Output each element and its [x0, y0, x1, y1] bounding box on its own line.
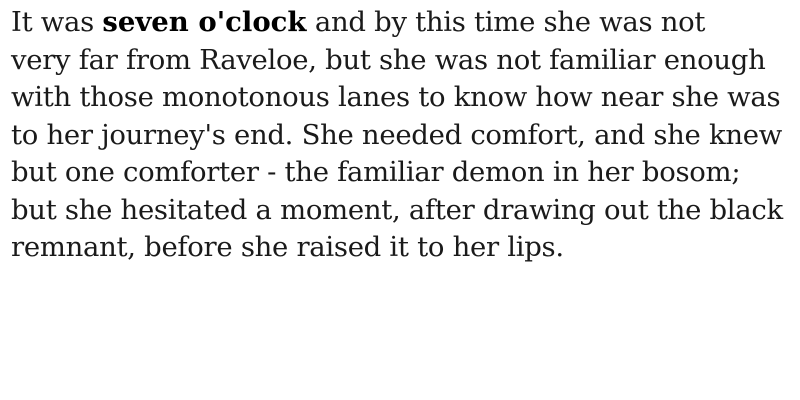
emphasis-time: seven o'clock [102, 6, 307, 38]
passage-line-6: but she hesitated a moment, after drawing out the black [11, 193, 783, 226]
passage-line-1 [11, 4, 791, 42]
passage-line-4: to her journey's end. She needed comfort, and she knew [11, 118, 782, 151]
passage-line-1-start: It was [11, 6, 103, 38]
passage-line-1-end: and by this time she was not [306, 6, 706, 38]
passage-line-2: very far from Raveloe, but she was not familiar enough [11, 43, 766, 76]
passage-line-3: with those monotonous lanes to know how near she was [11, 81, 781, 113]
text-passage [11, 4, 791, 267]
passage-line-7: remnant, before she raised it to her lips. [11, 231, 564, 263]
passage-line-5: but one comforter - the familiar demon in her bosom; [11, 156, 741, 188]
